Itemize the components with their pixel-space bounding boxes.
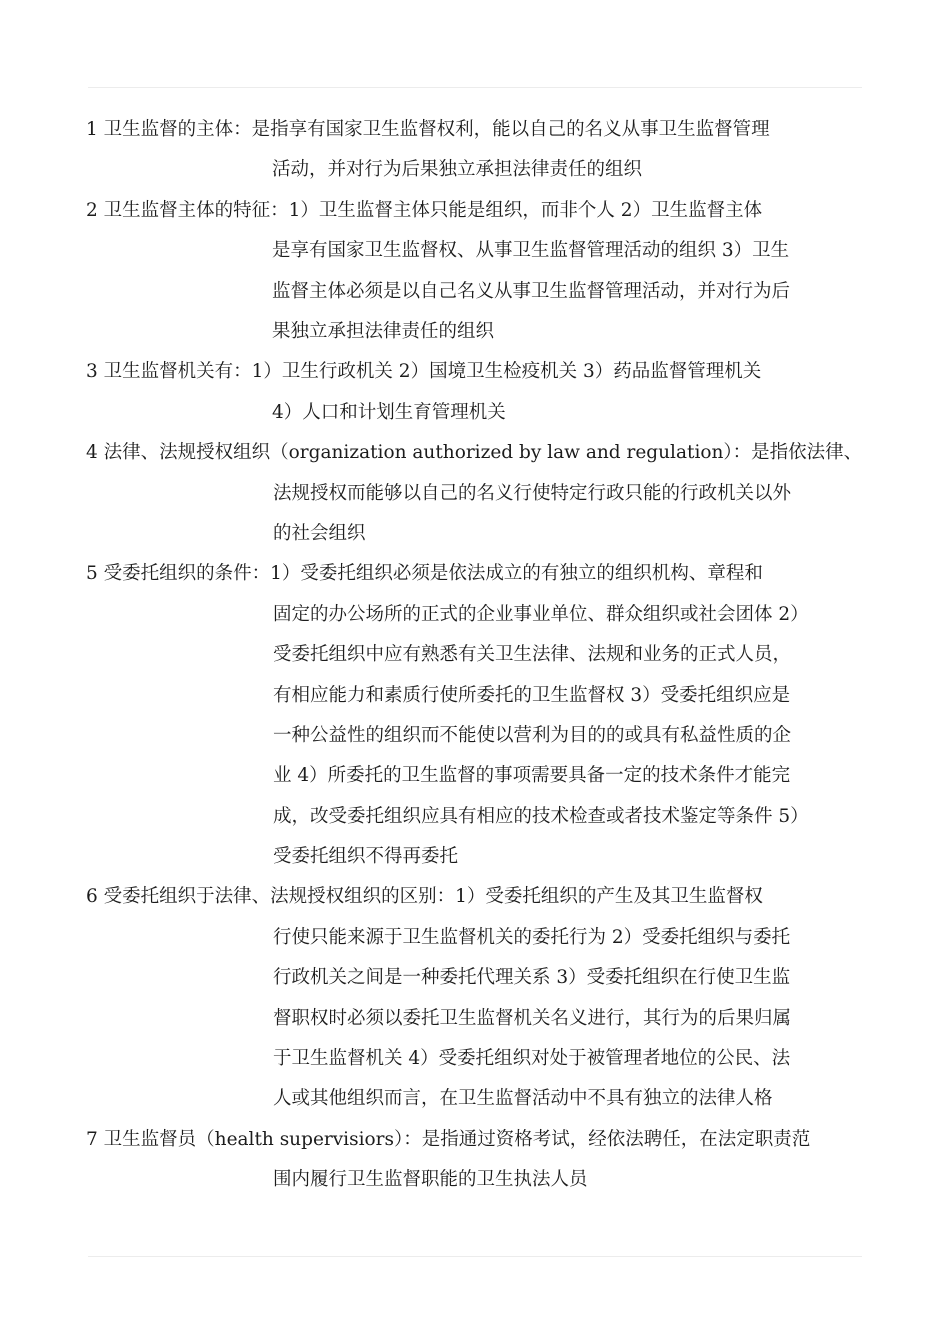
entry-text-line: 有相应能力和素质行使所委托的卫生监督权 3）受委托组织应是 — [273, 685, 791, 706]
entry-text-line: 行使只能来源于卫生监督机关的委托行为 2）受委托组织与委托 — [273, 927, 791, 948]
entry-text-line: 围内履行卫生监督职能的卫生执法人员 — [273, 1169, 588, 1190]
entry-text-line: 业 4）所委托的卫生监督的事项需要具备一定的技术条件才能完 — [273, 765, 791, 786]
entry-text-line: 是享有国家卫生监督权、从事卫生监督管理活动的组织 3）卫生 — [272, 240, 790, 261]
entry-text-line: 督职权时必须以委托卫生监督机关名义进行，其行为的后果归属 — [273, 1008, 792, 1029]
entry-text-line: 受委托组织不得再委托 — [273, 846, 459, 867]
entry-text-line: 1 卫生监督的主体：是指享有国家卫生监督权利，能以自己的名义从事卫生监督管理 — [86, 119, 770, 140]
top-divider — [88, 87, 862, 88]
entry-text-line: 受委托组织中应有熟悉有关卫生法律、法规和业务的正式人员， — [273, 644, 792, 665]
entry-text-line: 3 卫生监督机关有：1）卫生行政机关 2）国境卫生检疫机关 3）药品监督管理机关 — [86, 361, 762, 382]
bottom-divider — [88, 1256, 862, 1257]
entry-text-line: 法规授权而能够以自己的名义行使特定行政只能的行政机关以外 — [273, 483, 792, 504]
entry-text-line: 监督主体必须是以自己名义从事卫生监督管理活动，并对行为后 — [272, 281, 791, 302]
entry-text-line: 固定的办公场所的正式的企业事业单位、群众组织或社会团体 2） — [273, 604, 809, 625]
entry-text-line: 行政机关之间是一种委托代理关系 3）受委托组织在行使卫生监 — [273, 967, 791, 988]
entry-text-line: 活动，并对行为后果独立承担法律责任的组织 — [272, 159, 643, 180]
entry-text-line: 7 卫生监督员（health supervisiors）：是指通过资格考试，经依法聘任，在法定职责范 — [86, 1129, 811, 1150]
entry-text-line: 于卫生监督机关 4）受委托组织对处于被管理者地位的公民、法 — [273, 1048, 791, 1069]
entry-text-line: 人或其他组织而言，在卫生监督活动中不具有独立的法律人格 — [273, 1088, 773, 1109]
entry-text-line: 5 受委托组织的条件：1）受委托组织必须是依法成立的有独立的组织机构、章程和 — [86, 563, 763, 584]
entry-text-line: 4 法律、法规授权组织（organization authorized by law and regulation）：是指依法律、 — [86, 442, 863, 463]
entry-text-line: 2 卫生监督主体的特征：1）卫生监督主体只能是组织，而非个人 2）卫生监督主体 — [86, 200, 763, 221]
entry-text-line: 果独立承担法律责任的组织 — [272, 321, 495, 342]
entry-text-line: 的社会组织 — [273, 523, 366, 544]
entry-text-line: 6 受委托组织于法律、法规授权组织的区别：1）受委托组织的产生及其卫生监督权 — [86, 886, 763, 907]
entry-text-line: 成，改受委托组织应具有相应的技术检查或者技术鉴定等条件 5） — [273, 806, 809, 827]
entry-text-line: 一种公益性的组织而不能使以营利为目的的或具有私益性质的企 — [273, 725, 792, 746]
entry-text-line: 4）人口和计划生育管理机关 — [272, 402, 506, 423]
